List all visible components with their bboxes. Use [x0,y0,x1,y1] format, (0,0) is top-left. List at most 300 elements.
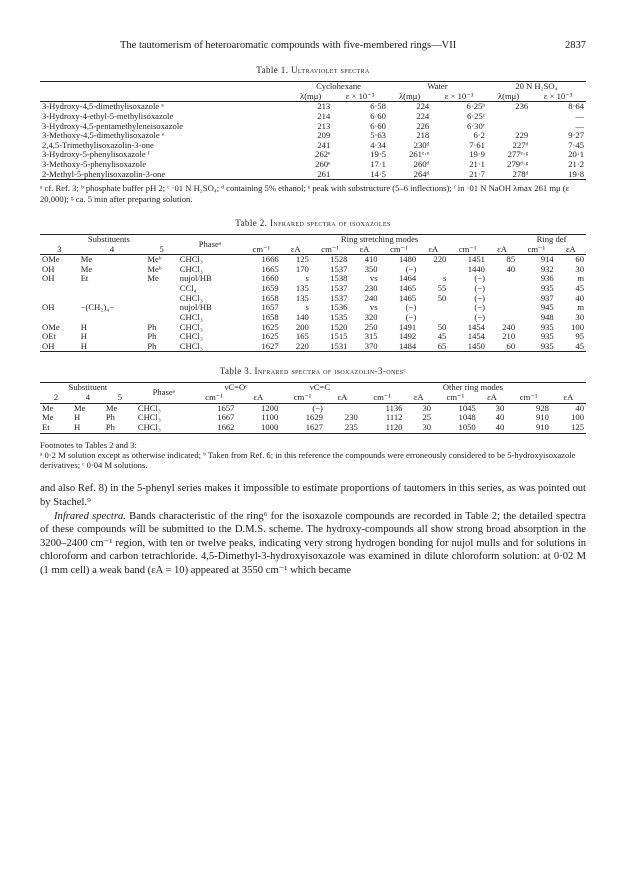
table-cell: 1465 [399,283,417,293]
table-cell: 60 [575,254,584,265]
t2-pos: 5 [159,243,164,254]
table-cell: 1537 [330,292,348,303]
table-cell: 19·9 [469,149,485,160]
table-cell: 315 [364,331,378,342]
table-cell: 935 [540,283,554,293]
t1-group-water: Water [427,81,448,91]
table-cell: 1451 [467,254,485,265]
t3-unit: cm⁻¹ [446,392,465,402]
table-cell: 135 [295,283,309,293]
table-cell: vs [369,302,378,313]
table-cell: 85 [506,254,516,265]
table-cell: 19·8 [568,168,584,179]
table-cell: 1484 [399,340,417,351]
table-cell: 320 [364,311,378,322]
table-cell: 7·61 [469,139,485,150]
table-cell: 936 [540,273,554,284]
table-cell [487,284,517,294]
table-cell: 100 [571,412,584,423]
table-cell: s [305,273,309,284]
table-cell: 1625 [261,331,279,342]
table-cell: m [577,273,584,284]
table-cell: 30 [422,421,432,432]
table-cell: 224 [416,110,430,121]
table-cell: 1480 [399,254,417,265]
table-cell: 2-Methyl-5-phenylisoxazolin-3-one [42,168,166,179]
table2-caption-prefix: Table 2. [235,217,268,228]
table-cell: 3-Hydroxy-5-phenylisoxazole ᶠ [42,149,150,160]
table-cell: 50 [437,321,447,332]
table-cell: 40 [575,402,584,413]
table-cell: OMe [42,254,60,265]
t2-unit: εA [428,243,439,254]
table-cell: Meᵇ [147,263,162,274]
table-cell: 60 [506,340,516,351]
t3-unit: εA [563,392,574,402]
t2-head-substituents: Substituents [87,233,130,244]
table-row [40,342,586,352]
table-cell: 140 [295,311,309,322]
table-cell: 1454 [467,321,485,332]
table-cell: 260ᵉ [315,159,331,169]
table-cell: 1536 [330,302,348,313]
table-cell: 235 [344,421,358,432]
table-cell: Ph [147,331,157,342]
t3-head-other: Other ring modes [442,382,503,393]
body-text [40,482,586,577]
table-cell: Ph [147,321,157,332]
table-cell: 227ᵈ [512,139,529,150]
table-cell [79,284,146,294]
table-cell: 932 [540,263,554,274]
table-cell: 6·30ᶜ [467,120,485,131]
table-cell: 210 [502,331,516,342]
table-cell: 5·63 [370,130,386,141]
table-cell: 1666 [261,254,279,265]
table-cell: 30 [495,402,505,413]
table-cell: 277ᵉ·ᵍ [507,149,529,160]
table-cell: 1048 [458,412,476,423]
page-number: 2837 [565,40,586,51]
table-cell: 6·58 [370,101,386,112]
table-cell: Ph [105,412,115,423]
table-cell: 262ᵉ [315,149,331,160]
table-cell: 50 [437,292,447,303]
table-cell: 6·25ᵇ [466,101,485,112]
table-cell: Et [80,273,89,284]
table-cell: 1531 [330,340,348,351]
table-cell: 1464 [399,273,417,284]
table-cell: 1100 [261,412,279,423]
table-cell: 914 [540,254,554,265]
table-cell: Me [73,402,86,413]
table-cell: H [73,421,81,432]
t2-head-phase: Phaseᵃ [198,238,222,249]
table-row [40,255,586,265]
t2-head-ring-stretch: Ring stretching modes [340,233,419,244]
table-cell: 1465 [399,292,417,303]
table-cell: 1627 [305,421,323,432]
table-cell: 4·34 [370,139,386,150]
table-cell: 279ᵈ·ᵍ [507,159,529,169]
t3-unit: cm⁻¹ [293,392,312,402]
journal-page [40,40,586,577]
table-cell: 1440 [467,263,485,274]
table-cell: 910 [536,421,549,432]
t1-subhead: λ(mμ) [497,90,520,101]
table-cell [418,303,448,313]
table-cell: CHCl₃ [179,263,203,274]
t1-group-h2so4: 20 N H₂SO₄ [515,81,558,91]
table-cell: 1050 [458,421,476,432]
table-cell: 1450 [467,340,485,351]
table-cell: 65 [437,340,447,351]
table-cell: 170 [295,263,309,274]
table-cell [487,303,517,313]
table-cell: (−) [474,273,485,284]
t2-pos: 3 [57,243,62,254]
table-row [40,265,586,275]
table-cell: 1662 [217,421,235,432]
table-cell: 370 [364,340,378,351]
table-cell: s [305,302,309,313]
table-cell: 1538 [330,273,348,284]
table-cell: CHCl₃ [179,254,203,265]
t2-unit: εA [290,243,301,254]
table-cell: 1627 [261,340,279,351]
t2-unit: cm⁻¹ [458,243,477,254]
table-cell: 100 [571,321,584,332]
table-cell: 1658 [261,292,279,303]
table-cell: 19·5 [370,149,386,160]
t3-head-substituent: Substituent [68,382,108,393]
table-cell: OMe [42,321,60,332]
t2-unit: εA [497,243,507,254]
t2-head-ring-def: Ring def [536,233,567,244]
running-title: The tautomerism of heteroaromatic compounds with five-membered rings—VII [120,40,457,51]
table-cell: 125 [295,254,309,265]
table-cell: 95 [575,331,584,342]
table-cell: 1658 [261,311,279,322]
table-cell: 8·64 [568,101,584,112]
footnotes-text: ᵃ 0·2 M solution except as otherwise indicated; ᵇ Taken from Ref. 6; in this reference the compounds were erroneously considered to be 5-hydroxyisoxazole derivatives; ᶜ 0·04 M solutions. [40,449,576,471]
table-cell: 410 [364,254,378,265]
table-cell: 3-Methoxy-5-phenylisoxazole [42,159,147,169]
table-cell: 45 [575,340,584,351]
table-cell: CHCl₃ [137,421,161,432]
table-row [40,303,586,313]
table-cell: 6·60 [370,120,386,131]
table-cell: 1667 [217,412,235,423]
table-cell: 264ᵈ [413,168,430,179]
t2-unit: εA [565,243,576,254]
footnotes-title: Footnotes to Tables 2 and 3: [40,439,137,450]
table-cell: (−) [474,311,485,322]
table-cell: CHCl₃ [179,340,203,351]
table-cell: 213 [317,120,331,131]
table-cell: nujol/HB [179,302,212,313]
t2-unit: cm⁻¹ [390,243,408,254]
table-cell: Me [42,402,54,413]
table-cell: 6·2 [473,130,485,141]
table-cell: 3-Hydroxy-4,5-dimethylisoxazole ᵃ [42,101,164,112]
table-cell: 1659 [261,283,279,293]
table-cell: 350 [364,263,378,274]
table-cell: 230 [344,412,358,423]
table-cell: 3-Hydroxy-4,5-pentamethyleneisoxazole [42,120,184,131]
table-row [40,423,586,433]
table-cell: 20·1 [568,149,584,160]
table-cell: CHCl₃ [179,292,203,303]
table-cell: 45 [437,331,447,342]
table-cell: 17·1 [370,159,386,169]
table2-caption-text: Infrared spectra of isoxazoles [269,217,391,228]
table2-caption [40,218,586,228]
table3-caption [40,366,586,376]
table-cell: H [80,331,87,342]
table-cell: vs [369,273,378,284]
t1-subhead: ε × 10⁻³ [345,90,375,101]
table-cell: 1492 [399,331,417,342]
table-cell: nujol/HB [179,273,212,284]
table-cell: (−) [405,302,417,313]
table-cell: 1537 [330,263,348,274]
t3-pos: 2 [53,392,59,402]
table-cell: H [73,412,81,423]
table-cell: 1528 [330,254,348,265]
table-cell: Me [42,412,54,423]
t3-head-phase: Phaseᵃ [152,387,176,398]
table-cell: (−) [405,263,417,274]
t1-subhead: ε × 10⁻³ [543,90,573,101]
table-cell: 30 [575,263,584,274]
table-cell: 30 [575,311,584,322]
table-cell: 220 [295,340,309,351]
t3-pos: 5 [117,392,123,402]
table-cell: 226 [416,120,430,131]
table-cell: OH [42,302,55,313]
table-cell: 1537 [330,283,348,293]
table-cell: H [80,340,87,351]
table-cell: 1200 [261,402,279,413]
t3-pos: 4 [85,392,91,402]
table-cell: 935 [540,331,554,342]
table-cell: 1660 [261,273,279,284]
table-cell: 21·2 [568,159,584,169]
t2-pos: 4 [109,243,115,254]
table-cell: OH [42,340,55,351]
table-cell: — [575,120,584,131]
table-cell: 261 [317,168,331,179]
table-cell: 25 [422,412,432,423]
tables-footnotes [40,440,586,471]
table-cell: 6·60 [370,110,386,121]
table-row [40,332,586,342]
table-cell [487,294,517,304]
table3-ir-isoxazolinones [40,382,586,433]
table-cell: 935 [540,321,554,332]
table-cell: 1136 [385,402,403,413]
body-paragraph-1: and also Ref. 8) in the 5-phenyl series makes it impossible to estimate proportions of tautomers in this series, as was pointed out by Stachel.⁹ [40,483,586,508]
table-cell: 45 [575,283,584,293]
table-cell: 1657 [261,302,279,313]
table-cell: CHCl₃ [137,402,161,413]
table-cell: (−) [474,283,485,293]
table-cell: 213 [317,101,331,112]
t2-unit: εA [359,243,370,254]
table-cell: — [575,110,584,121]
table-cell: 40 [575,292,584,303]
table-cell: CCl₄ [179,283,197,293]
t3-unit: εA [337,392,348,402]
table-cell: 261ᶜ·ᵉ [409,149,430,160]
table-cell [40,284,79,294]
table-cell: 1625 [261,321,279,332]
table-cell: 3-Methoxy-4,5-dimethylisoxazole ᵃ [42,130,165,141]
table-cell: 1454 [467,331,485,342]
table-cell: 236 [515,101,529,112]
table-cell: CHCl₃ [179,321,203,332]
table-cell: 55 [437,283,447,293]
table-cell: 135 [295,292,309,303]
table-cell: 224 [416,101,430,112]
table3-caption-text: Infrared spectra of isoxazolin-3-onesᶜ [254,366,407,377]
table-cell: (−) [312,402,323,413]
t1-subhead: λ(mμ) [300,90,322,101]
table2-ir-isoxazoles [40,234,586,353]
table-cell: 241 [317,139,331,150]
table-cell: 21·7 [469,168,485,179]
t3-unit: εA [413,392,424,402]
table-cell: 230ᵈ [413,139,430,150]
table-cell: (−) [474,292,485,303]
table-cell: H [80,321,87,332]
t1-subhead: ε × 10⁻³ [444,90,474,101]
running-header [120,40,586,51]
table-cell: 260ᵈ [413,159,430,169]
table-cell: 40 [495,412,505,423]
table-cell: 240 [502,321,516,332]
table-cell: 40 [506,263,516,274]
table-cell: 6·25ᶜ [467,110,485,121]
table-cell: (−) [405,311,417,322]
table-cell [145,294,177,304]
table-cell: 230 [364,283,378,293]
table-cell: 1120 [385,421,403,432]
t2-unit: cm⁻¹ [527,243,546,254]
table-cell: 125 [571,421,584,432]
table-cell: 1520 [330,321,348,332]
table-cell: (−) [474,302,485,313]
table-cell: 1491 [399,321,417,332]
table-cell: 1629 [305,412,323,423]
table-cell: Et [42,421,50,432]
body-paragraph-2 [40,510,586,578]
table1-caption-text: Ultraviolet spectra [291,65,370,75]
table-cell: CHCl₃ [179,331,203,342]
table-cell [79,313,146,323]
table-cell: 937 [540,292,554,303]
table-row [40,294,586,304]
table-cell: Ph [147,340,157,351]
t1-group-cyclohexane: Cyclohexane [316,81,361,91]
table-cell: 214 [317,110,331,121]
table-cell: 220 [433,254,447,265]
table-cell: Me [147,273,159,284]
table-cell: 1112 [385,412,403,423]
table-cell: 2,4,5-Trimethylisoxazolin-3-one [42,139,154,150]
table1-footnote: ᵃ cf. Ref. 3; ᵇ phosphate buffer pH 2; ᶜ ·01 N H₂SO₄; ᵈ containing 5% ethanol; ᵉ peak with substructure (5–6 inflections); ᶠ in ·01 N NaOH λmax 261 mμ (ε 20,000); ᵍ ca. 5 min after preparing solution. [40,183,570,204]
body-paragraph-2-text: Bands characteristic of the ring⁶ for the isoxazole compounds are recorded in Table 2; the detailed spectra of these compounds will be submitted to the D.M.S. scheme. The hydroxy-compounds all show strong broad absorption in the 3200–2400 cm⁻¹ region, with ten or twelve peaks, indicating very strong hydrogen bonding for nujol mulls and for solutions in chloroform and carbon tetrachloride. 4,5-Dimethyl-3-hydroxyisoxazole was examined in dilute chloroform solution: at 0·02 M (1 mm cell) a weak band (εA = 10) appeared at 3550 cm⁻¹ which became [40,510,586,576]
table-cell: −(CH₂)₄− [80,302,115,313]
table-cell: Meᵇ [147,254,162,265]
t1-subhead: λ(mμ) [399,90,421,101]
t3-unit: cm⁻¹ [205,392,223,402]
table-cell: CHCl₃ [137,412,161,423]
table-cell [487,112,530,122]
table-cell: 250 [364,321,378,332]
t2-unit: cm⁻¹ [252,243,271,254]
table1-caption [40,65,586,75]
table-cell: 218 [416,130,430,141]
table-cell: 209 [317,130,331,141]
table-cell: 1657 [217,402,235,413]
table-cell: Me [80,263,93,274]
table-cell: 928 [536,402,549,413]
table-cell [145,284,177,294]
table-cell: 1535 [330,311,348,322]
t3-unit: εA [487,392,497,402]
table-cell: 945 [540,302,554,313]
table-cell: 14·5 [370,168,386,179]
table-cell: 7·45 [568,139,584,150]
table-cell: 1000 [261,421,279,432]
table-cell: OH [42,273,55,284]
table3-caption-prefix: Table 3. [219,366,252,377]
table-cell [145,303,177,313]
t3-head-cc: νC=C [309,382,331,393]
table-cell: 910 [536,412,549,423]
t3-unit: cm⁻¹ [519,392,538,402]
table-cell [487,274,517,284]
table-cell: 21·1 [469,159,485,169]
table1-caption-prefix: Table 1. [256,65,289,75]
table-cell: Ph [105,421,115,432]
t3-unit: εA [253,392,264,402]
table-cell: 165 [295,331,309,342]
table-cell: 935 [540,340,554,351]
t3-unit: cm⁻¹ [373,392,391,402]
table-cell: Me [80,254,93,265]
table-cell: m [577,302,584,313]
table-row [40,274,586,284]
table-cell: 9·27 [568,130,584,141]
table-cell: 948 [540,311,554,322]
table-row [40,284,586,294]
table-cell: 229 [515,130,529,141]
section-lead: Infrared spectra. [54,510,126,522]
table-cell: OEt [42,331,56,342]
t2-unit: cm⁻¹ [321,243,339,254]
table-cell: Me [105,402,118,413]
table-cell: 40 [495,421,505,432]
table-cell: 1515 [330,331,348,342]
table-cell: s [442,273,447,284]
table-cell: 1665 [261,263,279,274]
table-cell: 3-Hydroxy-4-ethyl-5-methylisoxazole [42,110,174,121]
table1-uv-spectra [40,81,586,180]
table-cell: 240 [364,292,378,303]
